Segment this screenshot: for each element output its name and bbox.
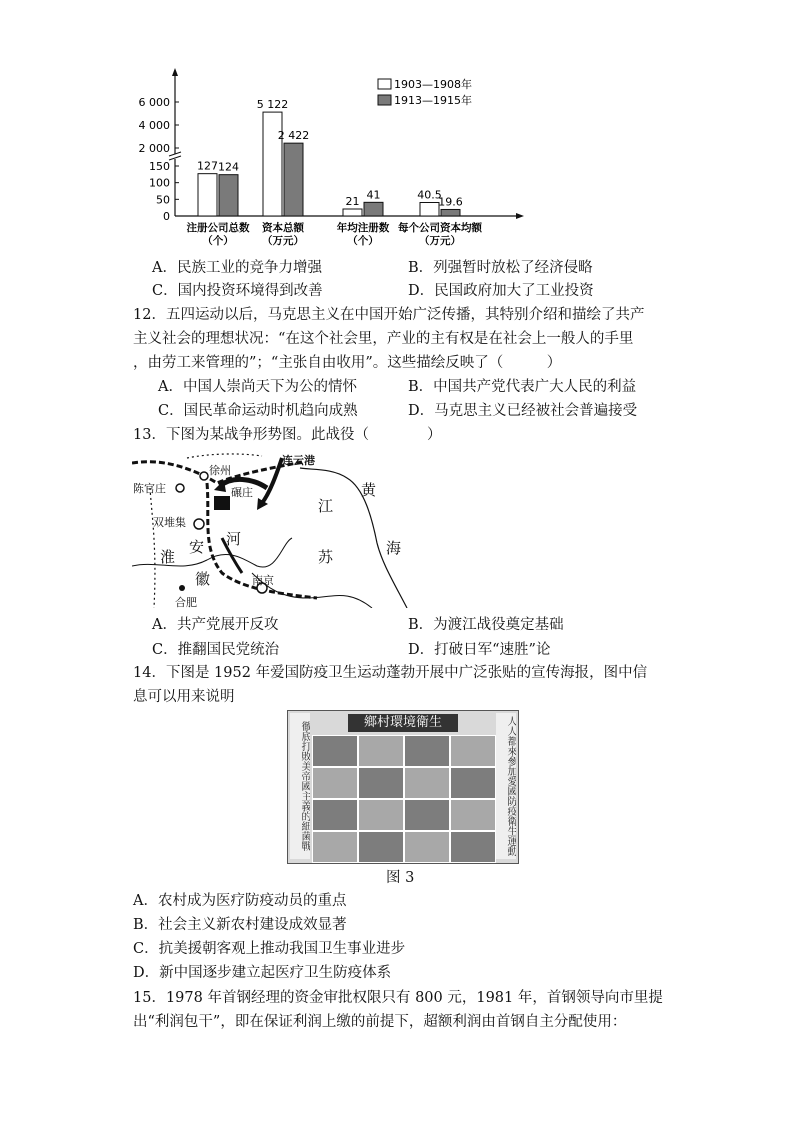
- poster-right-slogan: 人人都來參加愛國防疫衛生運動: [496, 713, 516, 859]
- q13-option-c[interactable]: C．推翻国民党统治: [152, 642, 280, 658]
- map-label-xuzhou: 徐州: [209, 464, 231, 477]
- y-axis-arrow: [172, 68, 178, 76]
- poster-panel: [450, 831, 496, 863]
- y-tick-label: 6 000: [138, 96, 170, 109]
- poster-panel: [404, 799, 450, 831]
- q11-option-a[interactable]: A．民族工业的竞争力增强: [152, 260, 322, 276]
- q14-option-d[interactable]: D．新中国逐步建立起医疗卫生防疫体系: [133, 965, 392, 981]
- bar-1913-cat0: [219, 175, 238, 216]
- q14-option-b[interactable]: B．社会主义新农村建设成效显著: [133, 917, 347, 933]
- q11-option-c[interactable]: C．国内投资环境得到改善: [152, 283, 323, 299]
- q12-option-d[interactable]: D．马克思主义已经被社会普遍接受: [408, 403, 638, 419]
- y-tick-label: 50: [156, 193, 170, 207]
- bar-value-label: 2 422: [277, 129, 310, 143]
- poster-panel: [450, 735, 496, 767]
- q12-option-b[interactable]: B．中国共产党代表广大人民的利益: [408, 379, 637, 395]
- attack-arrow-2: [262, 458, 282, 503]
- map-label-nanjing: 南京: [252, 574, 274, 587]
- q12-stem-line-1: 12．五四运动以后，马克思主义在中国开始广泛传播，其特别介绍和描绘了共产: [133, 307, 645, 323]
- battle-map: [132, 448, 410, 608]
- bar-value-label: 40.5: [417, 188, 442, 202]
- legend-swatch-1913: [378, 95, 391, 105]
- bar-1913-cat1: [284, 143, 303, 216]
- q13-option-a[interactable]: A．共产党展开反攻: [152, 617, 279, 633]
- poster-panel: [358, 767, 404, 799]
- bars: [197, 98, 463, 216]
- bar-value-label: 41: [366, 188, 381, 202]
- category-label: 每个公司资本均额: [398, 222, 482, 234]
- y-tick-label: 150: [149, 160, 170, 173]
- bar-1913-cat2: [364, 202, 383, 216]
- q15-stem-line-1: 15．1978 年首钢经理的资金审批权限只有 800 元，1981 年，首钢领导向市里提: [133, 990, 663, 1006]
- poster-panel: [404, 831, 450, 863]
- poster-panel: [312, 735, 358, 767]
- q13-stem: 13．下图为某战争形势图。此战役（ ）: [133, 427, 442, 443]
- bar-value-label: 127: [197, 159, 218, 173]
- q12-stem-line-2: 主义社会的理想状况：“在这个社会里，产业的主有权是在社会上一般人的手里: [133, 331, 634, 347]
- map-label-hefei: 合肥: [175, 596, 197, 608]
- map-label-su: 苏: [318, 548, 334, 566]
- poster-panel: [450, 767, 496, 799]
- city-marker-hefei: [179, 585, 185, 591]
- poster-title: 鄉村環境衛生: [348, 714, 458, 732]
- q13-option-d[interactable]: D．打破日军“速胜”论: [408, 642, 551, 658]
- y-tick-label: 4 000: [138, 119, 170, 132]
- bar-1903-cat3: [420, 203, 439, 217]
- q12-stem-line-3: ，由劳工来管理的”；“主张自由收用”。这些描绘反映了（ ）: [133, 355, 562, 371]
- poster-panel: [404, 735, 450, 767]
- category-labels: [187, 221, 483, 247]
- category-label: （个）: [347, 235, 379, 247]
- poster-panel: [312, 799, 358, 831]
- map-label-nianzhuang: 碾庄: [231, 486, 253, 499]
- category-label: （万元）: [419, 235, 461, 247]
- bar-value-label: 5 122: [256, 98, 289, 112]
- legend-label-1903: 1903—1908年: [394, 78, 472, 91]
- q14-option-a[interactable]: A．农村成为医疗防疫动员的重点: [133, 893, 347, 909]
- propaganda-poster: [287, 710, 519, 864]
- category-label: 资本总额: [262, 222, 304, 234]
- q14-stem-line-1: 14．下图是 1952 年爱国防疫卫生运动蓬勃开展中广泛张贴的宣传海报，图中信: [133, 665, 648, 681]
- map-label-huai: 淮: [160, 548, 176, 566]
- category-label: （万元）: [262, 235, 304, 247]
- y-tick-label: 100: [149, 176, 170, 190]
- legend-label-1913: 1913—1915年: [394, 94, 472, 107]
- bar-1913-cat3: [441, 209, 460, 216]
- city-marker-shuangduiji: [194, 519, 204, 529]
- bar-1903-cat0: [198, 174, 217, 216]
- q12-option-c[interactable]: C．国民革命运动时机趋向成熟: [158, 403, 358, 419]
- category-label: 注册公司总数: [186, 222, 250, 234]
- poster-panel: [358, 799, 404, 831]
- poster-left-slogan: 徹底打敗美帝國主義的細菌戰: [290, 713, 310, 859]
- province-boundary: [150, 488, 155, 608]
- poster-panel: [404, 767, 450, 799]
- map-label-lianyungang: 连云港: [282, 454, 315, 467]
- city-marker-chenguanzhuang: [176, 484, 184, 492]
- legend-swatch-1903: [378, 79, 391, 89]
- q15-stem-line-2: 出“利润包干”，即在保证利润上缴的前提下，超额利润由首钢自主分配使用：: [133, 1014, 627, 1030]
- figure-caption: 图 3: [386, 870, 415, 886]
- huai-river: [132, 538, 292, 567]
- poster-panel: [358, 831, 404, 863]
- map-label-hai: 海: [386, 539, 402, 557]
- q11-option-d[interactable]: D．民国政府加大了工业投资: [408, 283, 594, 299]
- y-tick-label: 0: [163, 210, 170, 223]
- category-label: 年均注册数: [336, 222, 390, 234]
- map-label-chenguanzhuang: 陈官庄: [133, 482, 166, 495]
- y-ticks: [139, 96, 180, 223]
- map-label-hui: 徽: [195, 570, 211, 588]
- bar-value-label: 19.6: [438, 195, 463, 209]
- province-boundary-2: [187, 454, 262, 458]
- q11-option-b[interactable]: B．列强暂时放松了经济侵略: [408, 260, 593, 276]
- map-label-shuangduiji: 双堆集: [153, 516, 186, 529]
- poster-panel: [312, 831, 358, 863]
- map-label-an: 安: [189, 538, 205, 556]
- q13-option-b[interactable]: B．为渡江战役奠定基础: [408, 617, 564, 633]
- map-label-he: 河: [226, 530, 242, 548]
- bar-chart: [130, 66, 530, 256]
- bar-value-label: 21: [345, 195, 360, 208]
- x-axis-arrow: [516, 213, 524, 219]
- q14-option-c[interactable]: C．抗美援朝客观上推动我国卫生事业进步: [133, 941, 406, 957]
- category-label: （个）: [202, 235, 234, 247]
- bar-1903-cat2: [343, 209, 362, 216]
- poster-panel: [312, 767, 358, 799]
- enemy-block: [214, 496, 230, 510]
- y-tick-label: 2 000: [138, 142, 170, 155]
- city-marker-xuzhou: [200, 472, 208, 480]
- map-label-jiang: 江: [318, 497, 334, 515]
- bar-1903-cat1: [263, 112, 282, 216]
- poster-panel: [358, 735, 404, 767]
- map-label-huang: 黄: [361, 481, 377, 499]
- q14-stem-line-2: 息可以用来说明: [133, 689, 235, 705]
- q12-option-a[interactable]: A．中国人崇尚天下为公的情怀: [158, 379, 357, 395]
- bar-value-label: 124: [218, 160, 239, 174]
- poster-panel: [450, 799, 496, 831]
